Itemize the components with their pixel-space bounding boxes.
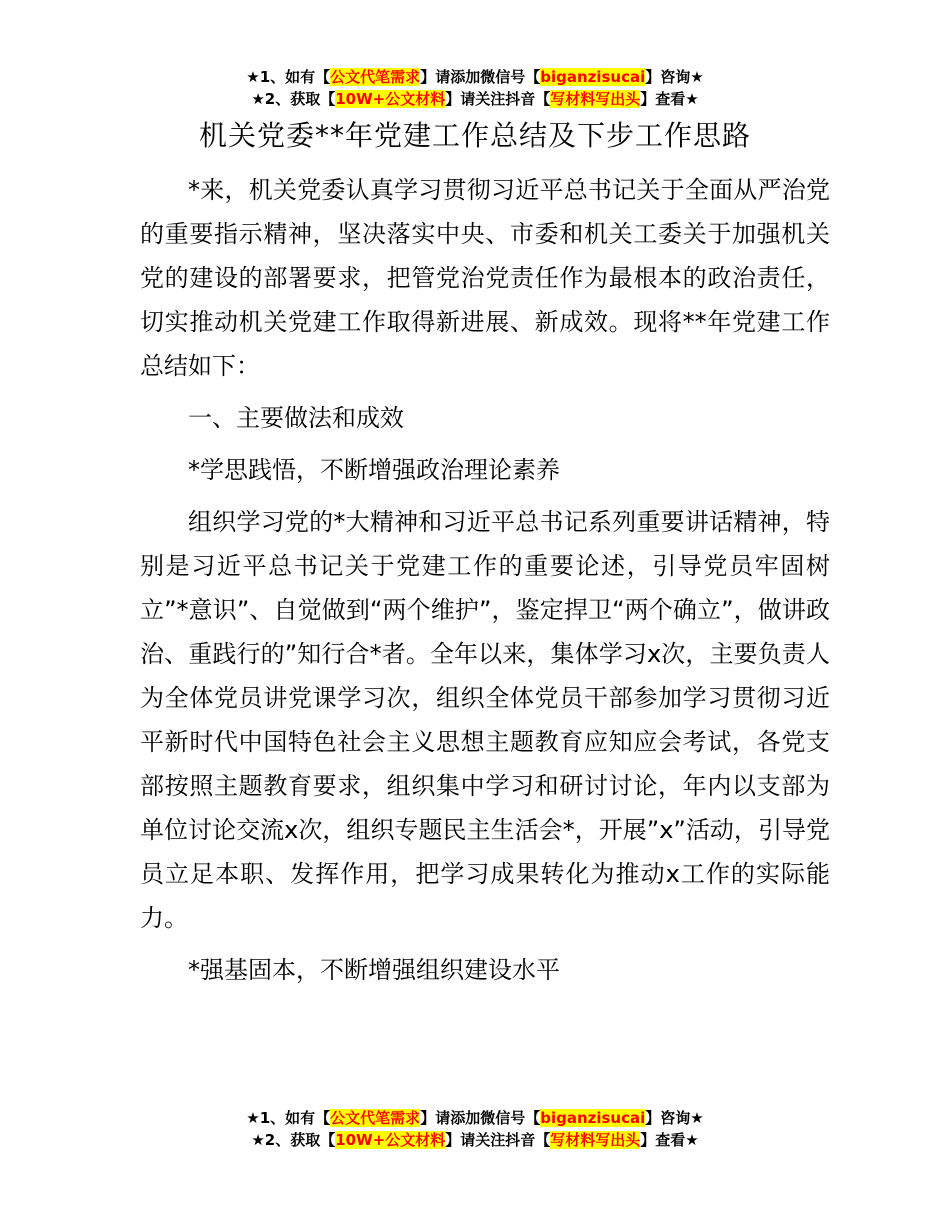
highlight-service: 公文代笔需求 (330, 68, 421, 86)
highlight-materials: 10W+公文材料 (335, 1131, 446, 1149)
promo-text: ★1、如有【 (246, 68, 331, 86)
promo-text: ★1、如有【 (246, 1109, 331, 1127)
document-body (140, 168, 830, 1000)
promo-text: ★2、获取【 (251, 1131, 336, 1149)
document-title: 机关党委**年党建工作总结及下步工作思路 (198, 119, 751, 152)
subsection-heading: *学思践悟，不断增强政治理论素养 (188, 456, 560, 484)
promo-text: 】请关注抖音【 (445, 1131, 551, 1149)
promo-line-1 (0, 66, 950, 88)
promo-text: 】查看★ (640, 90, 699, 108)
promo-text: ★2、获取【 (251, 90, 336, 108)
promo-line-2 (0, 1129, 950, 1151)
highlight-douyin-account: 写材料写出头 (550, 90, 641, 108)
promo-banner-top (0, 66, 950, 110)
highlight-wechat-id: biganzisucai (540, 68, 646, 86)
subsection-heading: *强基固本，不断增强组织建设水平 (188, 956, 560, 984)
paragraph-study: 组织学习党的*大精神和习近平总书记系列重要讲话精神，特别是习近平总书记关于党建工作的重要论述，引导党员牢固树立”*意识”、自觉做到“两个维护”，鉴定捍卫“两个确立”，做讲政治、重践行的”知行合*者。全年以来，集体学习x次，主要负责人为全体党员讲党课学习次，组织全体党员干部参加学习贯彻习近平新时代中国特色社会主义思想主题教育应知应会考试，各党支部按照主题教育要求，组织集中学习和研讨讨论，年内以支部为单位讨论交流x次，组织专题民主生活会*，开展”x”活动，引导党员立足本职、发挥作用，把学习成果转化为推动x工作的实际能力。 (140, 508, 830, 932)
highlight-wechat-id: biganzisucai (540, 1109, 646, 1127)
highlight-douyin-account: 写材料写出头 (550, 1131, 641, 1149)
promo-line-2 (0, 88, 950, 110)
promo-text: 】请关注抖音【 (445, 90, 551, 108)
promo-banner-bottom (0, 1107, 950, 1151)
promo-text: 】请添加微信号【 (420, 68, 541, 86)
paragraph-intro: *来，机关党委认真学习贯彻习近平总书记关于全面从严治党的重要指示精神，坚决落实中央、市委和机关工委关于加强机关党的建设的部署要求，把管党治党责任作为最根本的政治责任，切实推动机关党建工作取得新进展、新成效。现将**年党建工作总结如下： (140, 176, 830, 380)
section-heading: 一、主要做法和成效 (188, 404, 404, 432)
highlight-service: 公文代笔需求 (330, 1109, 421, 1127)
promo-text: 】咨询★ (645, 68, 704, 86)
highlight-materials: 10W+公文材料 (335, 90, 446, 108)
promo-text: 】请添加微信号【 (420, 1109, 541, 1127)
promo-line-1 (0, 1107, 950, 1129)
promo-text: 】查看★ (640, 1131, 699, 1149)
promo-text: 】咨询★ (645, 1109, 704, 1127)
